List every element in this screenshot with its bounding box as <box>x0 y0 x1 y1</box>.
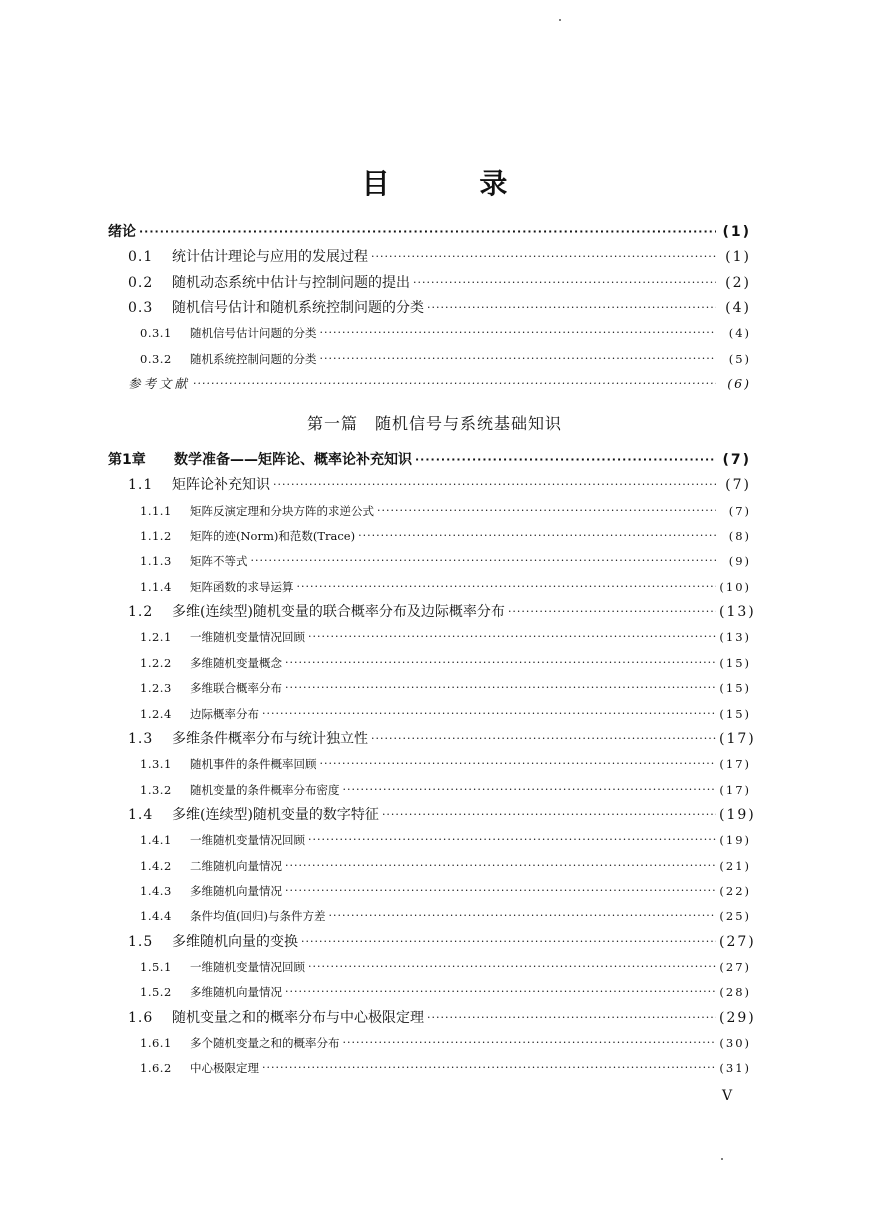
toc-entry-title: 多维条件概率分布与统计独立性 <box>172 730 368 747</box>
toc-entry-title: 多维随机向量的变换 <box>172 933 298 950</box>
dot-leader <box>262 1058 716 1077</box>
toc-entry-title: 矩阵函数的求导运算 <box>190 579 294 594</box>
toc-entry-number: 0.3.2 <box>140 351 172 366</box>
toc-entry-number: 0.3 <box>128 299 154 316</box>
toc-entry-page: (13) <box>719 604 756 621</box>
toc-entry-page: (7) <box>722 452 751 468</box>
dot-leader <box>377 501 716 520</box>
toc-entry-number: 1.6 <box>128 1009 154 1026</box>
toc-entry-number: 1.5 <box>128 933 154 950</box>
toc-entry <box>140 831 751 849</box>
toc-entry-number: 1.4.4 <box>140 909 172 924</box>
toc-entry-page: (1) <box>722 224 751 240</box>
toc-entry-title: 一维随机变量情况回顾 <box>190 833 305 848</box>
toc-entry-title: 随机事件的条件概率回顾 <box>190 757 317 772</box>
toc-entry-page: (2) <box>725 274 751 291</box>
toc-entry-title: 多维随机向量情况 <box>190 883 282 898</box>
dot-leader <box>193 374 716 393</box>
toc-entry-page: (30) <box>719 1036 751 1051</box>
toc-entry <box>128 274 751 292</box>
scan-speck <box>721 1158 723 1160</box>
toc-entry <box>128 933 756 951</box>
toc-entry-page: (7) <box>728 503 751 518</box>
toc-entry <box>108 223 751 241</box>
toc-entry-page: (6) <box>727 375 751 391</box>
toc-entry-title: 多维(连续型)随机变量的联合概率分布及边际概率分布 <box>172 604 505 621</box>
toc-entry-page: (9) <box>728 554 751 569</box>
dot-leader <box>320 349 717 368</box>
toc-entry-number: 1.3 <box>128 730 154 747</box>
dot-leader <box>371 247 716 266</box>
dot-leader <box>285 678 716 697</box>
toc-entry-number: 1.5.2 <box>140 985 172 1000</box>
toc-entry-title: 条件均值(回归)与条件方差 <box>190 909 326 924</box>
toc-entry-title: 矩阵反演定理和分块方阵的求逆公式 <box>190 503 374 518</box>
toc-entry-title: 中心极限定理 <box>190 1061 259 1076</box>
toc-entry-title: 随机系统控制问题的分类 <box>190 351 317 366</box>
toc-entry-title: 多维随机变量概念 <box>190 655 282 670</box>
toc-entry <box>140 781 751 799</box>
toc-entry-number: 1.2 <box>128 604 154 621</box>
toc-entry-page: (27) <box>719 933 756 950</box>
toc-entry-page: (4) <box>725 299 751 316</box>
dot-leader <box>320 754 717 773</box>
toc-entry-title: 二维随机向量情况 <box>190 858 282 873</box>
toc-entry <box>140 350 751 368</box>
dot-leader <box>273 475 716 494</box>
toc-entry-page: (28) <box>719 985 751 1000</box>
toc-entry <box>140 679 751 697</box>
dot-leader <box>308 830 716 849</box>
toc-entry-page: (7) <box>725 477 751 494</box>
toc-entry-page: (15) <box>719 655 751 670</box>
toc-entry <box>140 654 751 672</box>
toc-entry-number: 第1章 <box>108 452 146 468</box>
toc-entry-number: 1.4.2 <box>140 858 172 873</box>
dot-leader <box>358 526 716 545</box>
toc-entry-page: (8) <box>728 529 751 544</box>
toc-entry <box>140 882 751 900</box>
toc-entry-title: 多维随机向量情况 <box>190 985 282 1000</box>
toc-entry-number: 0.3.1 <box>140 326 172 341</box>
toc-entry-number: 1.3.1 <box>140 757 172 772</box>
toc-entry <box>140 1034 751 1052</box>
toc-entry-number: 0.1 <box>128 249 154 266</box>
scan-speck <box>559 19 561 21</box>
toc-entry-number: 1.1.3 <box>140 554 172 569</box>
toc-entry-page: (4) <box>728 326 751 341</box>
dot-leader <box>285 653 716 672</box>
toc-entry-number: 1.2.3 <box>140 681 172 696</box>
dot-leader <box>308 627 716 646</box>
toc-entry <box>128 1009 756 1027</box>
toc-entry <box>128 806 756 824</box>
toc-entry-title: 矩阵论补充知识 <box>172 477 270 494</box>
toc-entry-page: (29) <box>719 1009 756 1026</box>
dot-leader <box>285 982 716 1001</box>
page-number: V <box>722 1088 733 1104</box>
toc-entry-number: 1.1.1 <box>140 503 172 518</box>
toc-entry-title: 统计估计理论与应用的发展过程 <box>172 249 368 266</box>
toc-entry-page: (10) <box>719 579 751 594</box>
toc-entry-number: 1.4.3 <box>140 883 172 898</box>
dot-leader <box>262 704 716 723</box>
toc-entry <box>140 705 751 723</box>
dot-leader <box>301 932 716 951</box>
toc-entry-page: (25) <box>719 909 751 924</box>
toc-entry <box>128 730 756 748</box>
dot-leader <box>508 602 716 621</box>
toc-entry-title: 矩阵不等式 <box>190 554 248 569</box>
dot-leader <box>285 881 716 900</box>
toc-entry-number: 1.2.4 <box>140 706 172 721</box>
toc-entry-page: (22) <box>719 883 751 898</box>
toc-entry-page: (19) <box>719 806 756 823</box>
toc-entry-number: 0.2 <box>128 274 154 291</box>
toc-entry-page: (17) <box>719 757 751 772</box>
toc-entry-title: 参考文献 <box>128 375 191 391</box>
toc-entry-page: (15) <box>719 706 751 721</box>
toc-entry-title: 随机变量之和的概率分布与中心极限定理 <box>172 1009 424 1026</box>
toc-entry-title: 一维随机变量情况回顾 <box>190 630 305 645</box>
toc-entry-page: (21) <box>719 858 751 873</box>
toc-entry-number: 1.5.1 <box>140 960 172 974</box>
toc-entry-page: (19) <box>719 833 751 848</box>
toc-entry-title: 绪论 <box>108 224 136 240</box>
toc-entry <box>140 324 751 342</box>
dot-leader <box>413 273 716 292</box>
toc-entry <box>140 907 751 925</box>
dot-leader <box>285 856 716 875</box>
toc-entry-page: (1) <box>725 249 751 266</box>
dot-leader <box>139 222 716 241</box>
dot-leader <box>343 780 717 799</box>
toc-entry <box>140 578 751 596</box>
toc-entry-title: 矩阵的迹(Norm)和范数(Trace) <box>190 529 356 544</box>
toc-entry-title: 随机信号估计问题的分类 <box>190 326 317 341</box>
part-title: 第一篇 随机信号与系统基础知识 <box>306 414 562 433</box>
toc-entry-number: 1.4.1 <box>140 833 172 848</box>
dot-leader <box>371 729 716 748</box>
dot-leader <box>427 298 716 317</box>
toc-entry-title: 随机信号估计和随机系统控制问题的分类 <box>172 299 424 316</box>
toc-entry <box>140 983 751 1001</box>
toc-entry-number: 1.1.4 <box>140 579 172 594</box>
toc-entry-number: 1.6.1 <box>140 1036 172 1051</box>
toc-entry-page: (13) <box>719 630 751 645</box>
dot-leader <box>382 805 716 824</box>
dot-leader <box>251 551 717 570</box>
toc-entry-title: 边际概率分布 <box>190 706 259 721</box>
toc-entry-title: 一维随机变量情况回顾 <box>190 960 305 974</box>
dot-leader <box>308 957 716 976</box>
toc-entry <box>128 375 751 393</box>
dot-leader <box>427 1008 716 1027</box>
toc-entry-number: 1.6.2 <box>140 1061 172 1076</box>
toc-entry-number: 1.1.2 <box>140 529 172 544</box>
toc-entry <box>140 502 751 520</box>
dot-leader <box>343 1033 717 1052</box>
toc-entry-page: (15) <box>719 681 751 696</box>
toc-entry-title: 随机变量的条件概率分布密度 <box>190 782 340 797</box>
toc-entry-title: 多个随机变量之和的概率分布 <box>190 1036 340 1051</box>
dot-leader <box>328 906 716 925</box>
dot-leader <box>415 450 716 469</box>
toc-entry <box>140 1059 751 1077</box>
toc-entry <box>128 248 751 266</box>
toc-entry-title: 随机动态系统中估计与控制问题的提出 <box>172 274 410 291</box>
toc-entry <box>140 628 751 646</box>
toc-entry <box>128 299 751 317</box>
toc-entry <box>128 603 756 621</box>
toc-entry-page: (5) <box>728 351 751 366</box>
toc-entry-page: (17) <box>719 730 756 747</box>
dot-leader <box>320 323 717 342</box>
toc-entry <box>108 451 751 469</box>
toc-entry-number: 1.4 <box>128 806 154 823</box>
toc-entry-number: 1.2.1 <box>140 630 172 645</box>
toc-entry <box>140 857 751 875</box>
toc-entry-title: 多维联合概率分布 <box>190 681 282 696</box>
toc-entry-page: (27) <box>719 960 751 974</box>
page-title: 目 录 <box>361 167 548 200</box>
toc-entry <box>128 476 751 494</box>
toc-entry-number: 1.2.2 <box>140 655 172 670</box>
toc-entry <box>140 552 751 570</box>
toc-entry <box>140 527 751 545</box>
toc-entry-number: 1.3.2 <box>140 782 172 797</box>
toc-entry-number: 1.1 <box>128 477 154 494</box>
toc-entry <box>140 958 751 976</box>
toc-entry-title: 数学准备——矩阵论、概率论补充知识 <box>174 452 412 468</box>
dot-leader <box>297 577 717 596</box>
toc-entry <box>140 755 751 773</box>
toc-entry-page: (31) <box>719 1061 751 1076</box>
toc-entry-title: 多维(连续型)随机变量的数字特征 <box>172 806 379 823</box>
toc-entry-page: (17) <box>719 782 751 797</box>
